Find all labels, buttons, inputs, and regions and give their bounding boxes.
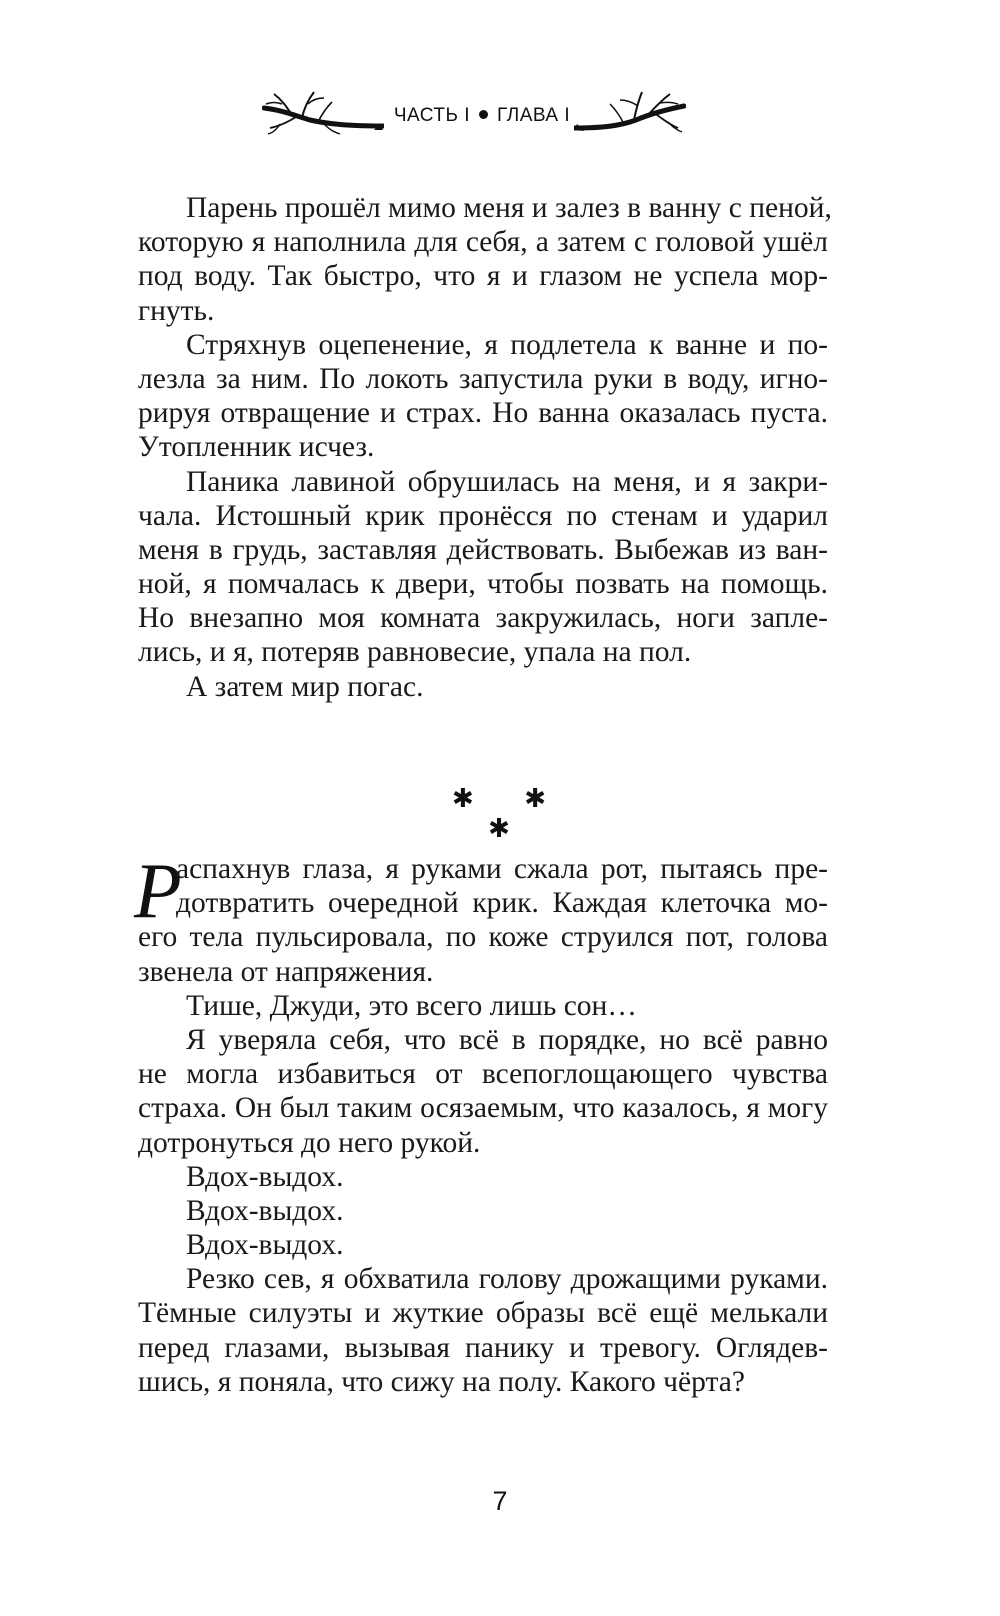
running-header <box>0 86 1000 156</box>
page-number: 7 <box>492 1486 508 1516</box>
text-line: страха. Он был таким осязаемым, что казалось, я могу <box>138 1092 828 1125</box>
header-chapter: ГЛАВА I <box>497 105 571 126</box>
text-line: которую я наполнила для себя, а затем с головой ушёл <box>138 226 828 259</box>
text-line: Вдох-выдох. <box>186 1229 344 1262</box>
header-dot-icon <box>479 110 488 119</box>
text-line: Тише, Джуди, это всего лишь сон… <box>186 989 637 1022</box>
text-line: ной, я помчалась к двери, чтобы позвать на помощь. <box>138 568 828 601</box>
text-line: рируя отвращение и страх. Но ванна оказалась пуста. <box>138 397 828 430</box>
text-line: дотвратить очередной крик. Каждая клеточка мо- <box>176 887 828 920</box>
text-line: Парень прошёл мимо меня и залез в ванну с пеной, <box>186 192 832 224</box>
text-line: звенела от напряжения. <box>138 955 434 988</box>
branch-icon <box>574 86 686 138</box>
drop-cap: Р <box>134 847 182 934</box>
text-line: Стряхнув оцепенение, я подлетела к ванне и по- <box>186 328 828 361</box>
text-line: Я уверяла себя, что всё в порядке, но всё равно <box>186 1023 828 1056</box>
section-separator: ✱ ✱ ✱ <box>451 784 569 843</box>
branch-icon <box>262 86 384 138</box>
text-line: под воду. Так быстро, что я и глазом не успела мор- <box>138 260 828 293</box>
text-line: Но внезапно моя комната закружилась, ноги запле- <box>138 602 828 635</box>
text-line: лись, и я, потеряв равновесие, упала на пол. <box>138 636 692 669</box>
text-line: меня в грудь, заставляя действовать. Выбежав из ван- <box>138 533 828 566</box>
text-line: чала. Истошный крик пронёсся по стенам и ударил <box>138 499 828 532</box>
text-section-1 <box>138 191 832 704</box>
text-line: гнуть. <box>138 294 215 327</box>
text-line: его тела пульсировала, по коже струился пот, голова <box>138 921 828 954</box>
text-line: А затем мир погас. <box>186 670 424 703</box>
text-line: дотронуться до него рукой. <box>138 1126 481 1159</box>
text-line: аспахнув глаза, я руками сжала рот, пытаясь пре- <box>176 853 828 885</box>
text-line: Вдох-выдох. <box>186 1160 344 1193</box>
header-title <box>392 105 572 127</box>
text-line: Резко сев, я обхватила голову дрожащими руками. <box>186 1263 828 1296</box>
text-line: Паника лавиной обрушилась на меня, и я закри- <box>186 465 828 498</box>
text-line: не могла избавиться от всепоглощающего чувства <box>138 1058 828 1091</box>
text-line: Тёмные силуэты и жуткие образы всё ещё мелькали <box>138 1297 828 1330</box>
text-line: перед глазами, вызывая панику и тревогу. Оглядев- <box>138 1331 828 1364</box>
text-line: Утопленник исчез. <box>138 431 375 464</box>
text-line: Вдох-выдох. <box>186 1194 344 1227</box>
text-section-2 <box>138 852 828 1399</box>
text-line: шись, я поняла, что сижу на полу. Какого чёрта? <box>138 1365 745 1398</box>
text-line: лезла за ним. По локоть запустила руки в воду, игно- <box>138 362 828 395</box>
header-part: ЧАСТЬ I <box>393 105 470 126</box>
